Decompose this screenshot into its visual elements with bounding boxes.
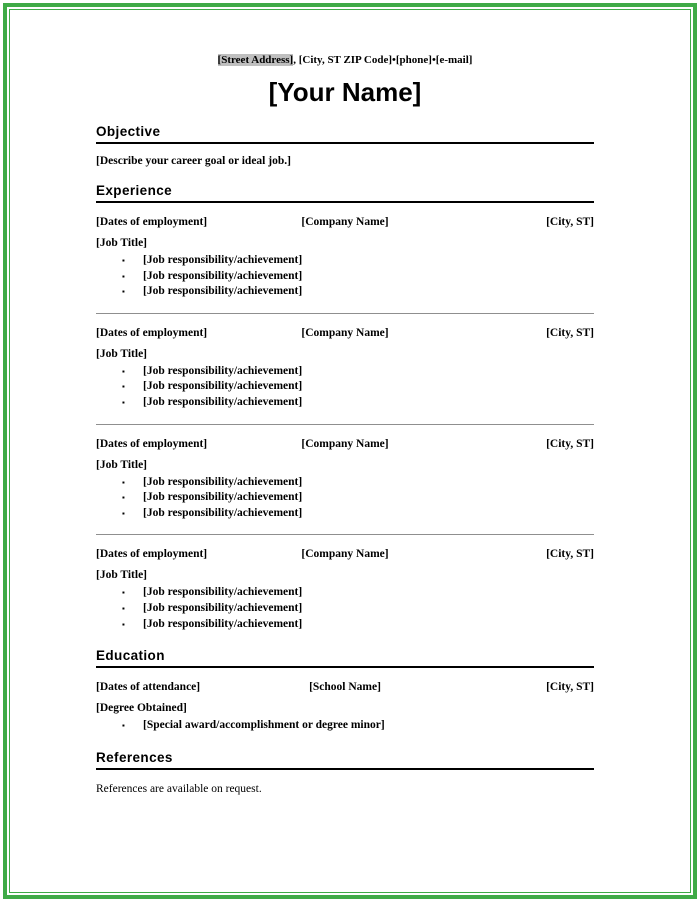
experience-entry [96,548,594,632]
square-bullet-icon: ▪ [122,721,125,731]
square-bullet-icon: ▪ [122,477,125,487]
square-bullet-icon: ▪ [122,287,125,297]
bullet-item [96,475,594,491]
references-text: References are available on request. [96,782,262,795]
square-bullet-icon: ▪ [122,366,125,376]
bullet-item [96,379,594,395]
entry-company: [Company Name] [301,216,389,228]
references-heading: References [96,750,594,770]
objective-heading: Objective [96,124,594,144]
bullet-text: [Job responsibility/achievement] [143,601,303,614]
bullet-item [96,490,594,506]
entry-separator [96,424,594,425]
experience-entry [96,216,594,300]
bullet-text: [Job responsibility/achievement] [143,254,303,266]
bullet-item [96,718,594,734]
entry-location: [City, ST] [546,437,594,450]
bullet-item [96,364,594,380]
experience-entry [96,327,594,411]
education-entry [96,681,594,734]
green-inner-border [9,9,691,893]
entry-header-row [96,327,594,339]
bullet-item [96,284,594,300]
bullet-item [96,506,594,522]
objective-text: [Describe your career goal or ideal job.] [96,155,291,167]
bullet-text: [Job responsibility/achievement] [143,475,303,488]
entry-job-title: [Job Title] [96,569,148,582]
entry-separator [96,313,594,314]
square-bullet-icon: ▪ [122,619,125,629]
entry-location: [City, ST] [546,216,594,228]
bullet-item [96,585,594,601]
bullet-text: [Job responsibility/achievement] [143,285,303,298]
contact-line [96,54,594,66]
education-location: [City, ST] [546,681,594,694]
entry-job-title: [Job Title] [96,237,148,249]
bullet-item [96,617,594,633]
entry-separator [96,534,594,535]
entry-header-row [96,216,594,228]
education-dates: [Dates of attendance] [96,681,201,694]
entry-company: [Company Name] [301,548,389,561]
square-bullet-icon: ▪ [122,493,125,503]
education-school: [School Name] [309,681,381,694]
entry-header-row [96,548,594,560]
entry-dates: [Dates of employment] [96,216,208,228]
experience-entry [96,438,594,522]
your-name-title: [Your Name] [268,77,422,107]
entry-dates: [Dates of employment] [96,326,208,339]
square-bullet-icon: ▪ [122,603,125,613]
square-bullet-icon: ▪ [122,382,125,392]
entry-dates: [Dates of employment] [96,437,208,450]
green-outer-border [3,3,697,899]
entry-company: [Company Name] [301,326,389,339]
contact-rest: , [City, ST ZIP Code]•[phone]•[e-mail] [293,54,473,66]
bullet-text: [Job responsibility/achievement] [143,380,303,393]
bullet-text: [Job responsibility/achievement] [143,491,303,504]
experience-heading: Experience [96,183,594,203]
bullet-text: [Job responsibility/achievement] [143,617,303,630]
entry-header-row [96,681,594,693]
resume-document [10,10,690,795]
bullet-text: [Job responsibility/achievement] [143,586,303,599]
square-bullet-icon: ▪ [122,397,125,407]
square-bullet-icon: ▪ [122,256,125,265]
street-address-field: [Street Address] [217,54,294,66]
bullet-text: [Job responsibility/achievement] [143,395,303,408]
bullet-item [96,395,594,411]
entry-job-title: [Job Title] [96,347,148,360]
bullet-text: [Job responsibility/achievement] [143,269,303,282]
square-bullet-icon: ▪ [122,588,125,598]
square-bullet-icon: ▪ [122,508,125,518]
bullet-item [96,253,594,269]
entry-location: [City, ST] [546,326,594,339]
entry-job-title: [Job Title] [96,458,148,471]
entry-location: [City, ST] [546,548,594,561]
entry-header-row [96,438,594,450]
bullet-text: [Job responsibility/achievement] [143,506,303,519]
education-degree: [Degree Obtained] [96,702,187,715]
education-heading: Education [96,648,594,668]
bullet-item [96,601,594,617]
bullet-text: [Special award/accomplishment or degree minor] [143,719,385,732]
entry-company: [Company Name] [301,437,389,450]
bullet-text: [Job responsibility/achievement] [143,364,303,377]
square-bullet-icon: ▪ [122,271,125,281]
bullet-item [96,269,594,285]
entry-dates: [Dates of employment] [96,548,208,561]
